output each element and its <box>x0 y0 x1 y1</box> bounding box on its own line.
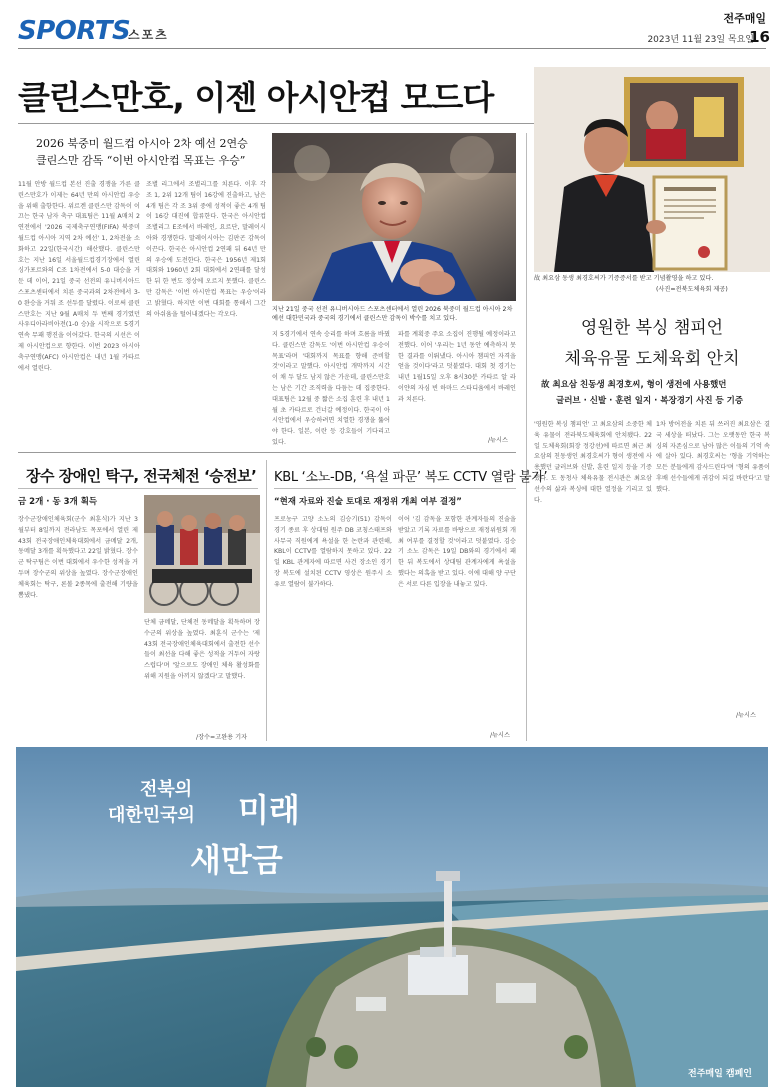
story2-body-col-2: 단체 금메달, 단체전 동메달을 획득하며 장수군의 위상을 높였다. 최훈식 군수는 '제43회 전국장애인체육대회에서 출전한 선수들이 최선을 다해 좋은 성적을 거두어 자랑스럽다'며 '앞으로도 장애인 체육 활성화를 위해 지원을 아끼지 않겠다'고 말했다. <box>144 619 260 680</box>
story3-body-col-2: 이어 '김 감독을 포함한 관계자들의 진술을 받았고 기록 자료를 바탕으로 재정위원회 개최 여부를 결정할 것'이라고 덧붙였다. 김승기 소노 감독은 19일 DB와의 경기에서 패한 뒤 복도에서 상대팀 관계자에게 욕설을 했다는 의혹을 받고 있다. 이에 대해 양 구단은 서로 다른 입장을 내놓고 있다. <box>398 516 516 588</box>
ad-line-2: 대한민국의 <box>108 805 195 826</box>
story3-subhead: “현재 자료와 진술 토대로 재정위 개최 여부 결정” <box>274 497 462 507</box>
lead-subhead-2: 클린스만 감독 “이번 아시안컵 목표는 우승” <box>36 154 246 167</box>
story2-photo <box>144 495 260 613</box>
lead-photo-image <box>272 133 516 301</box>
masthead-divider <box>18 48 766 49</box>
lead-subhead-1: 2026 북중미 월드컵 아시아 2차 예선 2연승 <box>36 137 248 150</box>
story4-photo-caption: 故 최요삼 동생 최경호씨가 기증증서를 받고 기념촬영을 하고 있다. <box>534 275 714 282</box>
lead-bottom-divider <box>18 452 516 453</box>
story2-photo-image <box>144 495 260 613</box>
story4-photo <box>534 67 770 272</box>
story3-title-divider <box>274 488 516 489</box>
story2-headline: 장수 장애인 탁구, 전국체전 ‘승전보’ <box>26 467 257 485</box>
story4-photo-credit: (사진=전북도체육회 제공) <box>656 286 728 293</box>
lead-photo <box>272 133 516 301</box>
lead-body-col-2: 조별 리그에서 조별리그를 치른다. 이후 각 조 1, 2위 12개 팀이 16강에 진출하고, 남은 4개 팀은 각 조 3위 중에 성적이 좋은 4개 팀이 16강 대진에 합류한다. 한국은 아시안컵 조별리그 E조에서 바레인, 요르단, 말레이시아와 경쟁한다. 말레이시아는 김판곤 감독이 이끈다. 한국은 아시안컵 2연패 뒤 64년 만의 우승에 도전한다. 한국은 1956년 제1회 대회와 1960년 2회 대회에서 2연패를 달성한 뒤 한 번도 정상에 오르지 못했다. 클린스만 감독은 '이번 아시안컵 목표는 우승'이라고 밝혔다. 하지만 이번 대회를 통해서 그간의 아쉬움을 털어내겠다는 각오다. <box>146 181 266 318</box>
issue-date: 2023년 11월 23일 목요일 <box>647 35 754 45</box>
lead-body-col-1: 11월 안방 월드컵 본선 진출 경쟁을 가른 클린스만호가 이제는 64년 만의 아시안컵 우승을 위해 출항한다. 위르겐 클린스만 감독이 이끄는 한국 남자 축구 대표팀은 11월 A매치 2연전에서 '2026 국제축구연맹(FIFA) 북중미 월드컵 아시아 지역 2차 예선' 1, 2차전을 소화하고 22일(한국시간) 해산했다. 클린스만호는 지난 16일 서울월드컵경기장에서 열린 싱가포르와의 C조 1차전에서 5-0 대승을 거둔 데 이어, 21일 중국 선전의 유니버시아드 스포츠센터에서 치른 중국과의 2차전에서 3-0 완승을 거둬 조 선두를 달렸다. 이로써 클린스만호는 지난 9월 A매치 두 번째 경기였던 사우디아라비아전(1-0 승)을 시작으로 5경기 연속 무패 행진을 이어갔다. 한국의 시선은 이제 아시안컵으로 향한다. 이번 2023 아시아축구연맹(AFC) 아시안컵은 내년 1월 카타르에서 열린다. <box>18 181 140 372</box>
story2-divider <box>266 460 267 741</box>
story4-photo-image <box>534 67 770 272</box>
section-label-kr: 스포츠 <box>128 28 169 42</box>
story4-byline: /뉴시스 <box>736 712 757 719</box>
story4-subhead-1: 故 최요삼 친동생 최경호씨, 형이 생전에 사용했던 <box>541 380 727 390</box>
paper-name: 전주매일 <box>723 12 766 25</box>
story2-title-divider <box>18 488 258 489</box>
story4-headline-line-2: 체육유물 도체육회 안치 <box>564 349 740 369</box>
ad-banner <box>16 747 768 1087</box>
story3-body-col-1: 프로농구 고양 소노의 김승기(51) 감독이 경기 종료 후 상대팀 원주 DB 코칭스태프와 사무국 직원에게 욕설을 한 논란과 관련해, KBL이 CCTV를 열람하지 못하고 있다. 22일 KBL 관계자에 따르면 사건 장소인 경기장 복도에 설치된 CCTV 영상은 원주시 소유로 열람이 불가하다. <box>274 516 392 588</box>
story2-byline: /장수=고완용 기자 <box>196 734 248 741</box>
ad-banner-image <box>16 747 768 1087</box>
ad-sponsor: 전주매일 캠페인 <box>688 1069 752 1079</box>
story3-headline: KBL ‘소노-DB, ‘욕설 파문’ 복도 CCTV 열람 불가’ <box>274 470 548 485</box>
lead-headline: 클린스만호, 이젠 아시안컵 모드다 <box>18 78 494 117</box>
lead-byline: /뉴시스 <box>488 437 509 444</box>
ad-big-1: 미래 <box>238 791 300 829</box>
lead-body-col-3: 지 5경기에서 연속 승리를 하며 흐름을 바꿨다. 클린스만 감독도 '이번 아시안컵 우승이 목표'라며 '대회까지 목표를 향해 준비할 것'이라고 말했다. 아시안컵 개막까지 시간이 채 두 달도 남지 않은 가운데, 클린스만호는 남은 기간 조직력을 다듬는 데 집중한다. 대표팀은 12월 중 짧은 소집 훈련 후 내년 1월 초 카타르로 건너갈 예정이다. 한국이 아시안컵에서 우승하려면 치열한 경쟁을 뚫어야 한다. 일본, 이란 등 강호들이 기다리고 있다. <box>272 331 390 446</box>
story2-body-col-1: 장수군장애인체육회(군수 최훈식)가 지난 3월부터 8일까지 전라남도 목포에서 열린 제43회 전국장애인체육대회에서 금메달 2개, 동메달 3개를 획득했다고 22일 밝혔다. 장수군 탁구팀은 이번 대회에서 우수한 성적을 거두며 장수군의 위상을 높였다. 장수군장애인체육회는 탁구, 론볼 2종목에 출전해 기량을 뽐냈다. <box>18 516 138 599</box>
page-number: 16 <box>749 28 770 46</box>
story3-byline: /뉴시스 <box>490 732 511 739</box>
story4-body-col-2: 1차 방어전을 치른 뒤 쓰러진 최요삼은 결국 세상을 떠났다. 그는 오랫동안 한국 복싱의 자존심으로 남아 많은 이들의 기억 속에 살아 있다. 최경호씨는 '형을 기억하는 모든 분들에게 감사드린다'며 '형의 유품이 후배 선수들에게 귀감이 되길 바란다'고 말했다. <box>656 421 770 493</box>
story4-body-col-1: '영원한 복싱 챔피언' 고 최요삼의 소중한 체육 유물이 전라북도체육회에 안치됐다. 22일 도체육회(회장 정강선)에 따르면 최근 최요삼의 친동생인 최경호씨가 형이 생전에 사용했던 글러브와 신발, 훈련 일지 등을 기증했다. 도 동청사 체육유물 전시관은 최요삼 선수의 삶과 복싱에 대한 열정을 기리고 있다. <box>534 421 652 504</box>
story2-subhead: 금 2개 · 동 3개 획득 <box>18 497 98 507</box>
lead-body-col-4: 파를 계획중 주요 소집이 진행될 예정이라고 전했다. 이어 '우리는 1년 동안 예측하지 못한 결과를 이뤄냈다. 아시아 챔피언 자격을 얻을 것이다'라고 덧붙였다. 대회 첫 경기는 내년 1월15일 오후 8시30분 카타르 알 라이얀의 자심 빈 하마드 스타디움에서 바레인과 치른다. <box>398 331 516 403</box>
ad-big-2: 새만금 <box>190 841 283 879</box>
section-logo: SPORTS <box>18 16 131 46</box>
lead-photo-caption: 지난 21일 중국 선전 유니버시아드 스포츠센터에서 열린 2026 북중미 월드컵 아시아 2차 예선 대한민국과 중국의 경기에서 클린스만 감독이 박수를 치고 있다. <box>272 306 513 322</box>
column-divider <box>526 133 527 741</box>
ad-line-1: 전북의 <box>140 779 193 800</box>
story4-headline-line-1: 영원한 복싱 챔피언 <box>580 318 724 338</box>
story4-subhead-2: 글러브 · 신발 · 훈련 일지 · 복장경기 사진 등 기증 <box>556 396 744 406</box>
